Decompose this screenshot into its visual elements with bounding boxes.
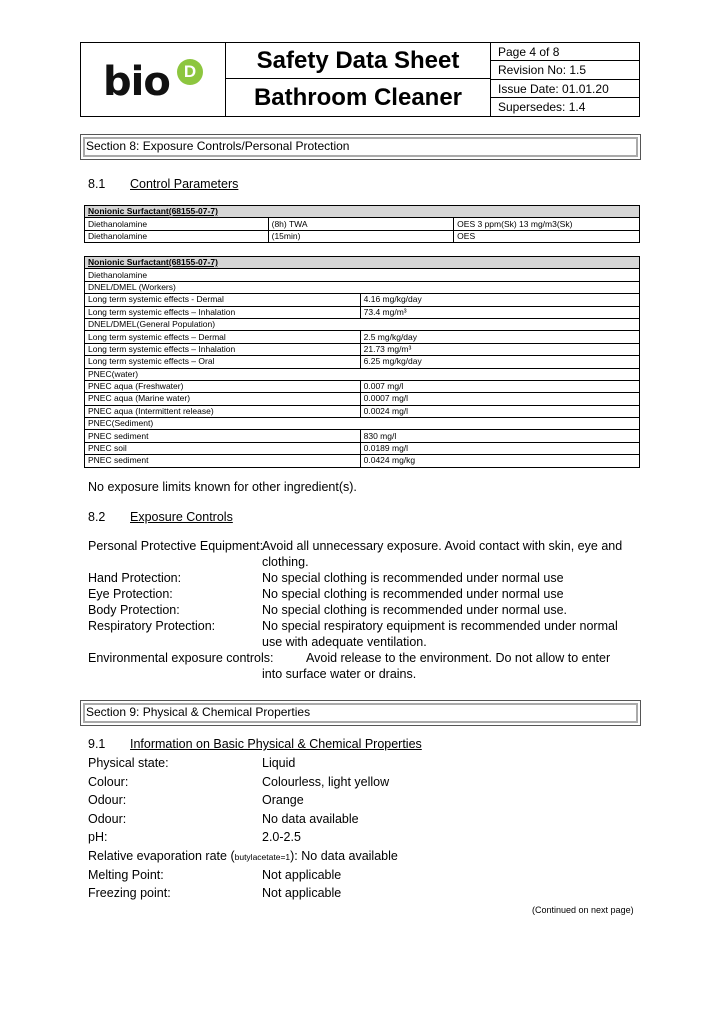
heading-9-1 (88, 737, 422, 751)
ppe-value: Avoid all unnecessary exposure. Avoid contact with skin, eye and clothing. (262, 539, 623, 569)
table-row (85, 430, 640, 442)
continued-note: (Continued on next page) (532, 905, 634, 915)
property-value: Liquid (262, 756, 296, 770)
heading-label: Control Parameters (130, 177, 239, 191)
ppe-label: Personal Protective Equipment: (88, 539, 264, 553)
table-cell: OES 3 ppm(Sk) 13 mg/m3(Sk) (454, 218, 640, 230)
table-cell: (15min) (268, 230, 454, 242)
table-group-cell: Diethanolamine (85, 269, 640, 281)
ppe-row (88, 538, 628, 570)
product-name: Bathroom Cleaner (253, 84, 463, 111)
ppe-value: No special respiratory equipment is recommended under normal use with adequate ventilation. (262, 619, 618, 649)
table-row (85, 306, 640, 318)
ppe-row (88, 618, 628, 650)
table-cell: PNEC aqua (Intermittent release) (85, 405, 361, 417)
ppe-label: Eye Protection: (88, 587, 173, 601)
table-header-cell (85, 206, 640, 218)
table-header-text: Nonionic Surfactant(68155-07-7) (88, 206, 218, 217)
ppe-row (88, 650, 628, 682)
property-row (88, 754, 628, 773)
control-parameters-table (84, 205, 640, 243)
table-header-cell (85, 257, 640, 269)
table-cell: Long term systemic effects - Dermal (85, 294, 361, 306)
physical-properties-list (88, 754, 628, 903)
heading-number: 8.1 (88, 177, 106, 191)
table-row (85, 294, 640, 306)
ppe-value: No special clothing is recommended under normal use (262, 571, 564, 585)
table-cell: Long term systemic effects – Oral (85, 356, 361, 368)
table-value-cell: 6.25 mg/kg/day (360, 356, 639, 368)
table-row (85, 418, 640, 430)
property-label: Odour: (88, 793, 127, 808)
table-row (85, 218, 640, 230)
table-row (85, 343, 640, 355)
ppe-label: Hand Protection: (88, 571, 182, 585)
evaporation-value: ): No data available (290, 848, 398, 863)
property-row (88, 791, 628, 810)
exposure-controls-list (88, 538, 628, 682)
table-row (85, 442, 640, 454)
heading-number: 9.1 (88, 737, 106, 751)
ppe-row (88, 586, 628, 602)
table-value-cell: 0.007 mg/l (360, 380, 639, 392)
ppe-label: Body Protection: (88, 603, 180, 617)
section-8-bar (80, 134, 641, 160)
table-cell: Diethanolamine (85, 218, 269, 230)
table-value-cell: 0.0189 mg/l (360, 442, 639, 454)
no-limits-note: No exposure limits known for other ingredient(s). (88, 480, 357, 494)
table-cell: Long term systemic effects – Dermal (85, 331, 361, 343)
table-row (85, 368, 640, 380)
document-meta (491, 43, 640, 116)
property-label: Freezing point: (88, 886, 171, 901)
table-value-cell: 4.16 mg/kg/day (360, 294, 639, 306)
table-group-cell: DNEL/DMEL (Workers) (85, 281, 640, 293)
property-value: No data available (262, 811, 359, 826)
section-8-title: Section 8: Exposure Controls/Personal Protection (86, 139, 350, 153)
property-value: Orange (262, 793, 304, 808)
table-cell: Long term systemic effects – Inhalation (85, 343, 361, 355)
section-9-bar (80, 700, 641, 726)
logo-badge: D (177, 59, 203, 85)
table-cell: Diethanolamine (85, 230, 269, 242)
property-value: Not applicable (262, 867, 342, 882)
table-row (85, 230, 640, 242)
table-row (85, 331, 640, 343)
table-header-row (85, 257, 640, 269)
table-value-cell: 21.73 mg/m³ (360, 343, 639, 355)
heading-label: Exposure Controls (130, 510, 233, 524)
heading-8-2 (88, 510, 233, 524)
property-label: pH: (88, 830, 108, 845)
property-label: Odour: (88, 811, 127, 826)
heading-8-1 (88, 177, 238, 191)
table-row (85, 269, 640, 281)
property-row (88, 866, 628, 885)
property-label: Physical state: (88, 756, 169, 770)
table-cell: PNEC sediment (85, 430, 361, 442)
ppe-value: No special clothing is recommended under normal use (262, 587, 564, 601)
property-row-evaporation (88, 847, 628, 866)
document-title: Safety Data Sheet (226, 43, 490, 79)
page-number: Page 4 of 8 (491, 43, 640, 61)
table-value-cell: 2.5 mg/kg/day (360, 331, 639, 343)
table-value-cell: 0.0007 mg/l (360, 393, 639, 405)
table-row (85, 356, 640, 368)
ppe-label: Environmental exposure controls: (88, 651, 274, 665)
table-cell: OES (454, 230, 640, 242)
table-cell: (8h) TWA (268, 218, 454, 230)
table-header-text: Nonionic Surfactant(68155-07-7) (88, 257, 218, 268)
table-cell: PNEC aqua (Marine water) (85, 393, 361, 405)
ppe-row (88, 570, 628, 586)
table-cell: Long term systemic effects – Inhalation (85, 306, 361, 318)
table-row (85, 380, 640, 392)
section-9-title: Section 9: Physical & Chemical Properties (86, 705, 311, 719)
table-row (85, 318, 640, 330)
table-group-cell: PNEC(water) (85, 368, 640, 380)
table-row (85, 405, 640, 417)
property-row (88, 828, 628, 847)
property-value: 2.0-2.5 (262, 830, 301, 845)
document-header (80, 42, 640, 117)
table-header-row (85, 206, 640, 218)
table-row (85, 393, 640, 405)
property-row (88, 810, 628, 829)
heading-label: Information on Basic Physical & Chemical Properties (130, 737, 422, 751)
ppe-label: Respiratory Protection: (88, 619, 216, 633)
ppe-row (88, 602, 628, 618)
table-group-cell: DNEL/DMEL(General Population) (85, 318, 640, 330)
evaporation-reference: butylacetate=1 (234, 851, 291, 862)
revision-number: Revision No: 1.5 (491, 61, 640, 79)
property-label: Colour: (88, 774, 129, 789)
table-cell: PNEC sediment (85, 455, 361, 467)
bio-d-logo (99, 55, 209, 105)
table-cell: PNEC aqua (Freshwater) (85, 380, 361, 392)
ppe-value: Avoid release to the environment. Do not allow to enter into surface water or drains. (262, 651, 611, 681)
evaporation-label: Relative evaporation rate ( (88, 848, 235, 863)
property-value: Colourless, light yellow (262, 774, 390, 789)
table-value-cell: 73.4 mg/m³ (360, 306, 639, 318)
property-row (88, 773, 628, 792)
title-cell (226, 43, 491, 116)
table-value-cell: 830 mg/l (360, 430, 639, 442)
table-row (85, 281, 640, 293)
property-value: Not applicable (262, 886, 342, 901)
table-row (85, 455, 640, 467)
ppe-value: No special clothing is recommended under normal use. (262, 603, 568, 617)
logo-cell (81, 43, 226, 116)
table-group-cell: PNEC(Sediment) (85, 418, 640, 430)
logo-text: bio (103, 59, 170, 105)
property-row (88, 884, 628, 903)
issue-date: Issue Date: 01.01.20 (491, 80, 640, 98)
table-value-cell: 0.0424 mg/kg (360, 455, 639, 467)
table-value-cell: 0.0024 mg/l (360, 405, 639, 417)
supersedes: Supersedes: 1.4 (498, 99, 586, 114)
table-cell: PNEC soil (85, 442, 361, 454)
property-label: Melting Point: (88, 867, 164, 882)
dnel-pnec-table (84, 256, 640, 468)
heading-number: 8.2 (88, 510, 106, 524)
